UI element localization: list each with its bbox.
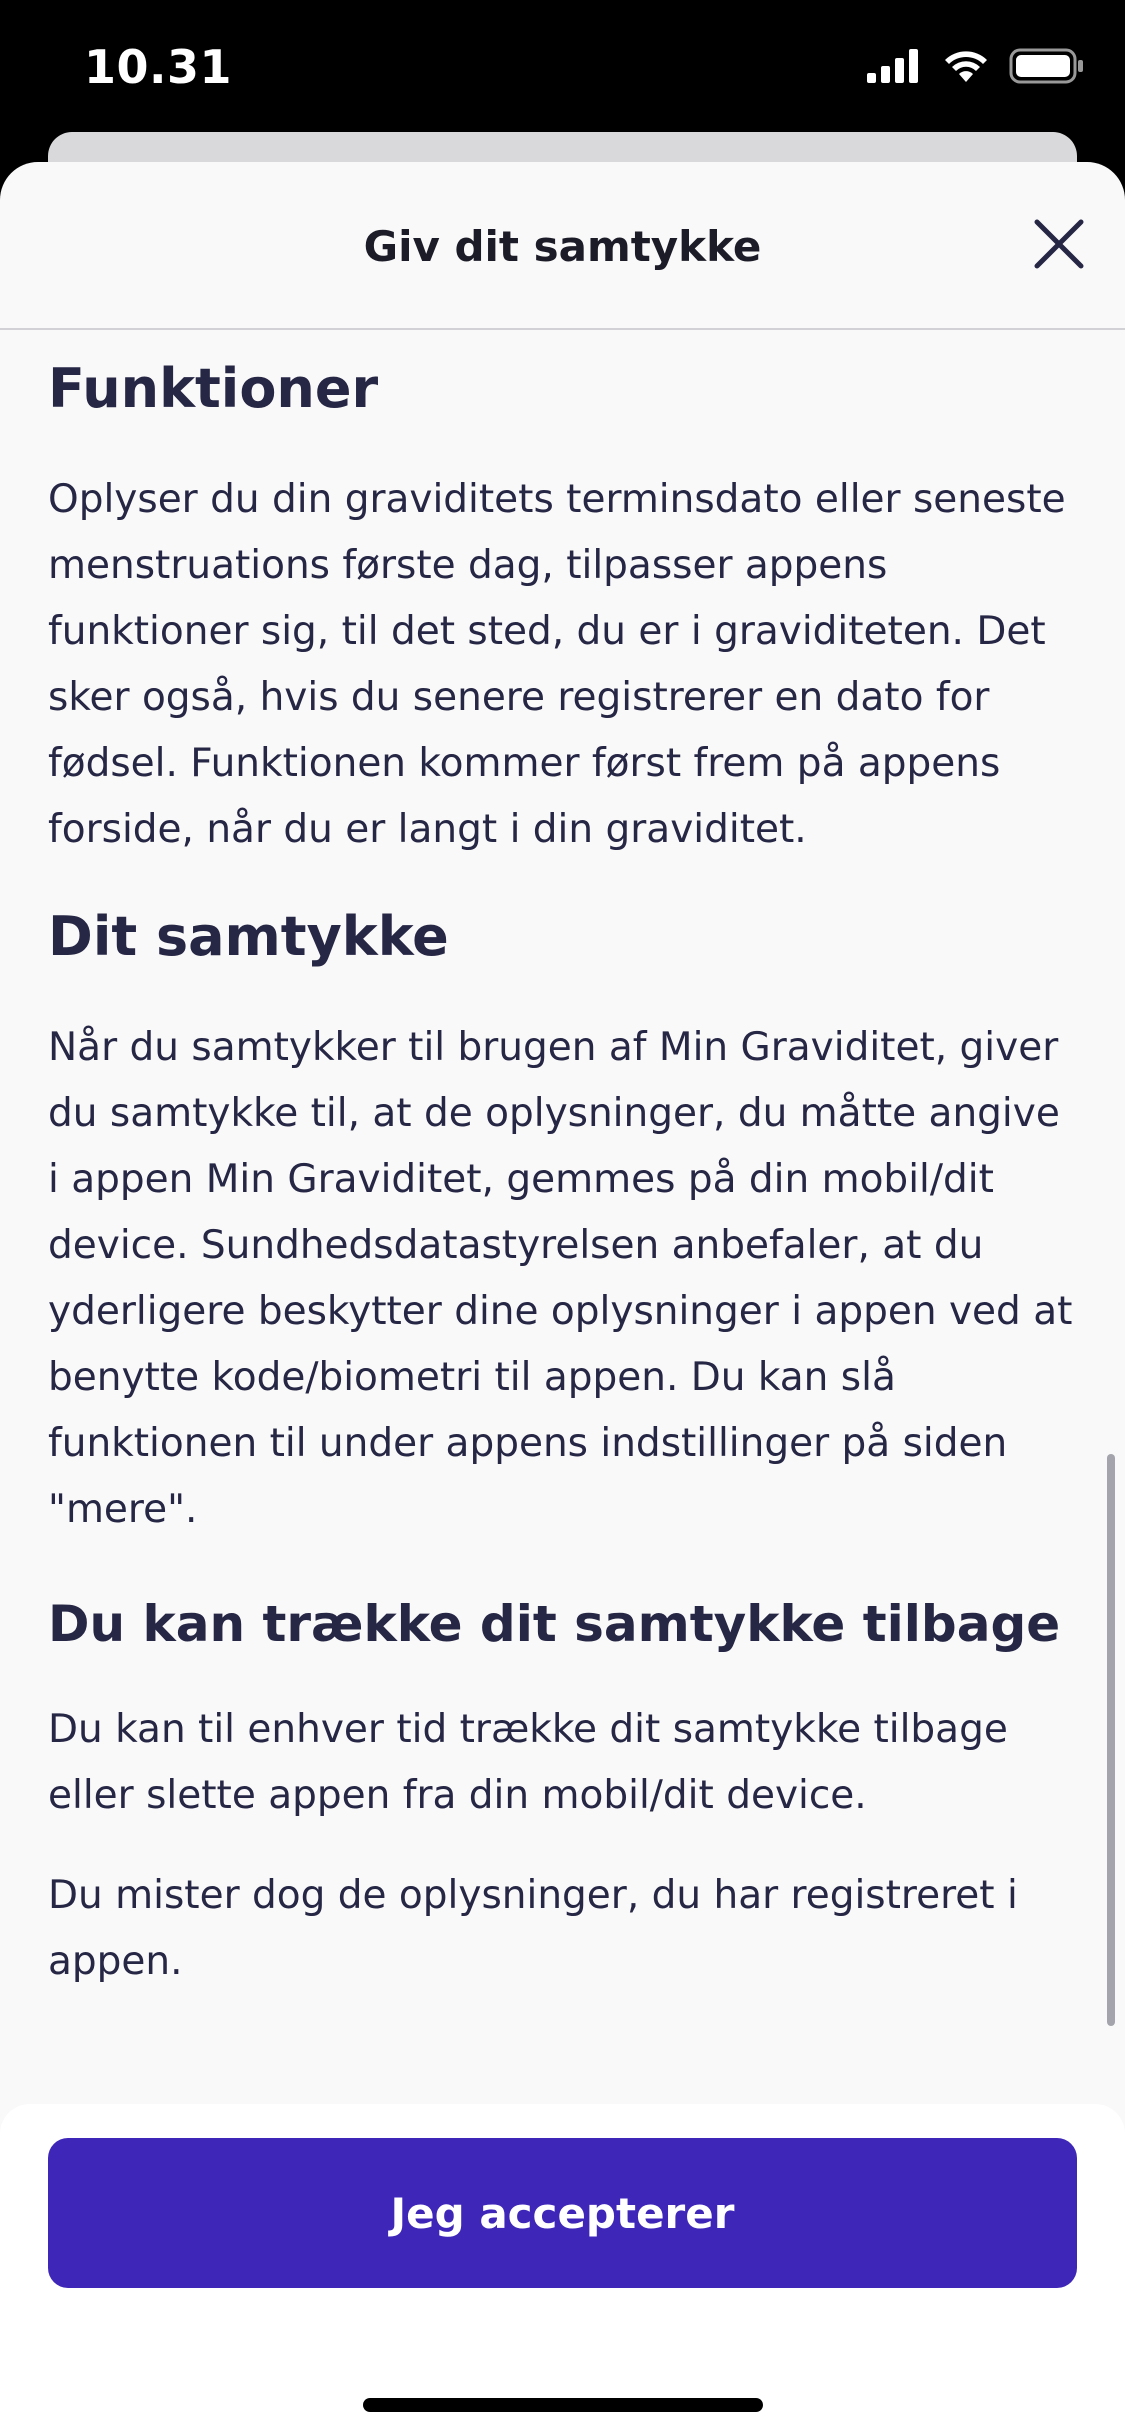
close-button[interactable] <box>1027 212 1091 276</box>
section-paragraph: Du mister dog de oplysninger, du har registreret i appen. <box>48 1873 1018 1984</box>
footer <box>0 2104 1125 2436</box>
status-time: 10.31 <box>84 40 233 94</box>
section-heading-funktioner: Funktioner <box>48 357 379 420</box>
status-bar <box>0 0 1125 140</box>
section-paragraph: Når du samtykker til brugen af Min Graviditet, giver du samtykke til, at de oplysninger, du måtte angive i appen Min Graviditet, gemmes på din mobil/dit device. Sundhedsdatastyrelsen anbefaler, at du yderligere beskytter dine oplysninger i appen ved at benytte kode/biometri til appen. Du kan slå funktionen til under appens indstillinger på siden "mere". <box>48 1025 1073 1532</box>
modal-title: Giv dit samtykke <box>363 222 762 271</box>
section-paragraph: Du kan til enhver tid trække dit samtykke tilbage eller slette appen fra din mobil/dit device. <box>48 1707 1008 1818</box>
close-icon <box>1031 216 1087 272</box>
section-paragraph: Oplyser du din graviditets terminsdato eller seneste menstruations første dag, tilpasser appens funktioner sig, til det sted, du er i graviditeten. Det sker også, hvis du senere registrerer en dato for fødsel. Funktionen kommer først frem på appens forside, når du er langt i din graviditet. <box>48 477 1066 852</box>
section-heading-traek-tilbage: Du kan trække dit samtykke tilbage <box>48 1595 1061 1653</box>
consent-modal <box>0 162 1125 2436</box>
accept-button[interactable]: Jeg accepterer <box>48 2138 1077 2288</box>
section-heading-dit-samtykke: Dit samtykke <box>48 905 449 968</box>
scrollbar[interactable] <box>1107 1454 1115 2026</box>
battery-icon <box>1009 48 1085 84</box>
home-indicator[interactable] <box>363 2398 763 2412</box>
status-icons <box>867 48 1085 84</box>
signal-icon <box>867 49 923 83</box>
wifi-icon <box>943 49 989 83</box>
modal-header <box>0 162 1125 330</box>
consent-content[interactable] <box>48 330 1078 2272</box>
